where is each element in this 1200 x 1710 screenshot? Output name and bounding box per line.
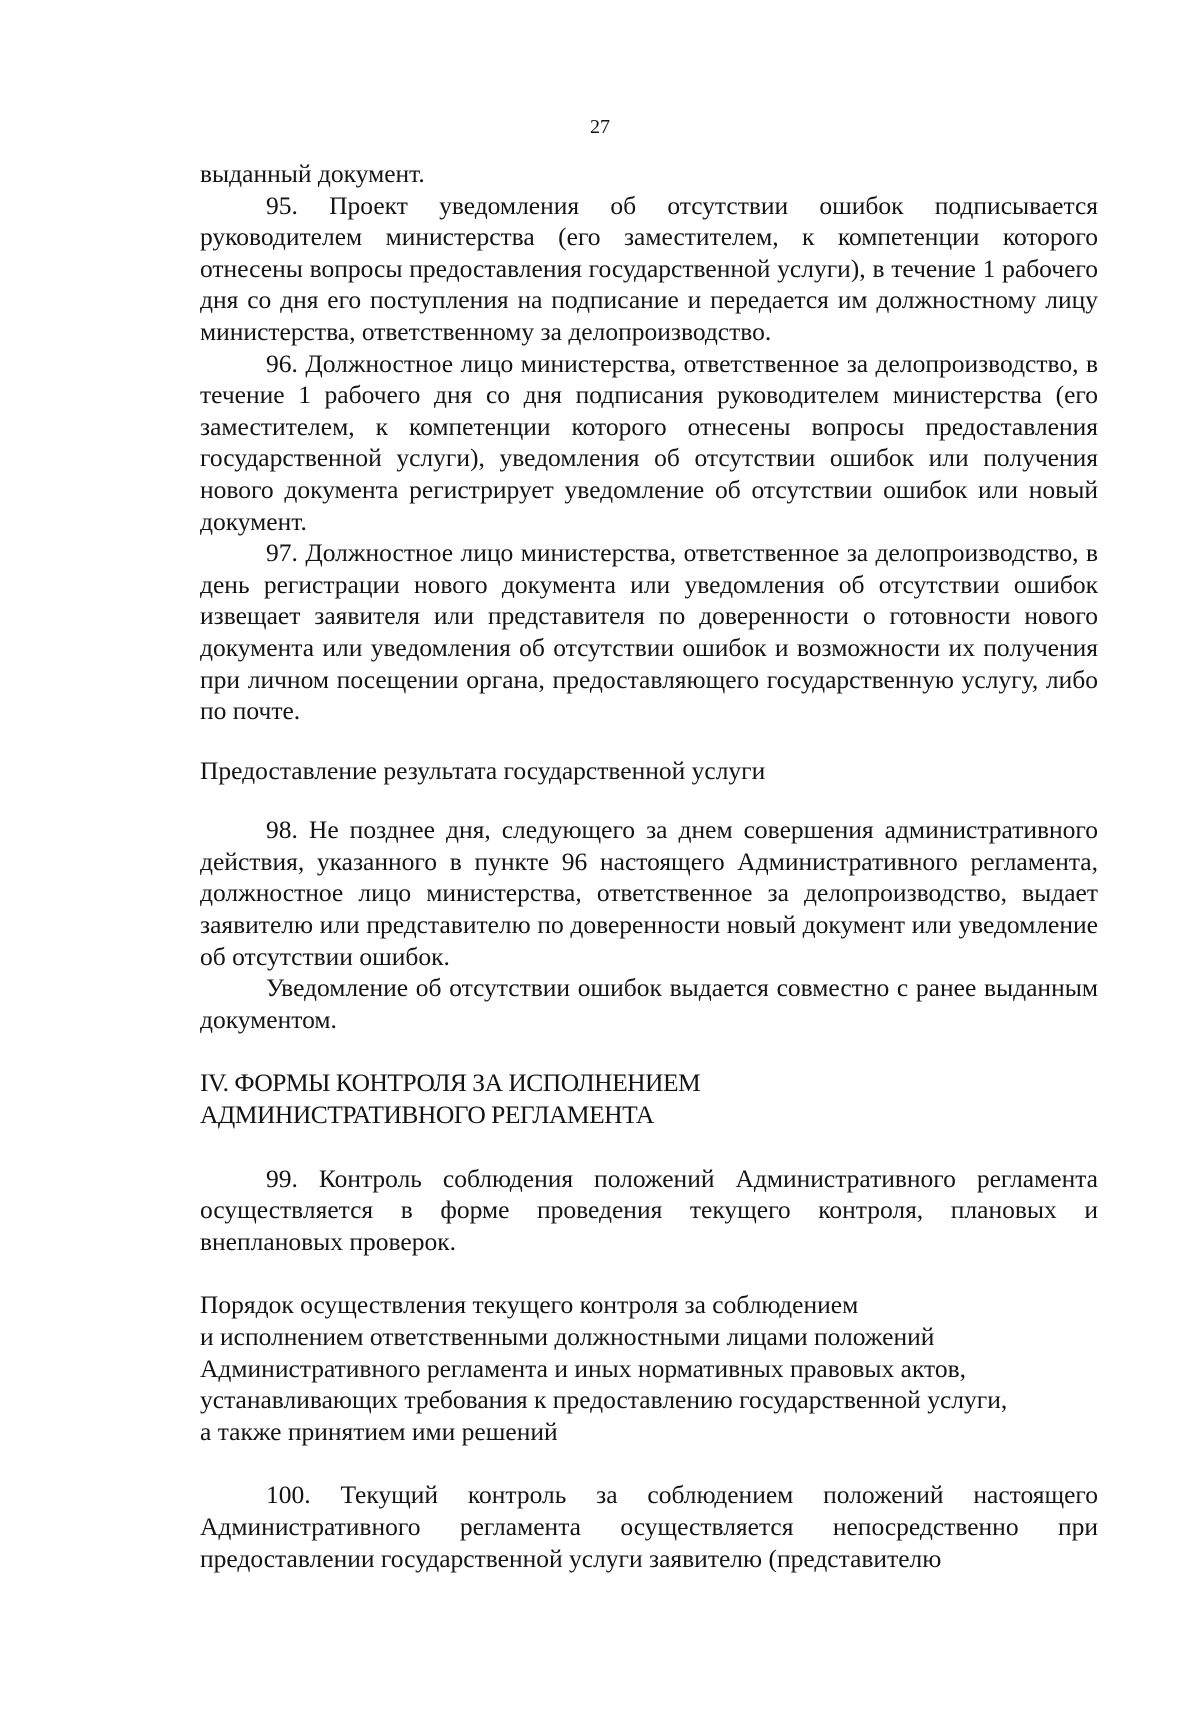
section-heading-line-2: АДМИНИСТРАТИВНОГО РЕГЛАМЕНТА [200, 1100, 654, 1130]
paragraph-96: 96. Должностное лицо министерства, ответственное за делопроизводство, в течение 1 рабочего дня со дня подписания руководителем министерства (его заместителем, к компетенции которого отнесены вопросы предоставления государственной услуги), уведомления об отсутствии ошибок или получения нового документа регистрирует уведомление об отсутствии ошибок или новый документ. [200, 348, 1098, 536]
section-heading [200, 1067, 1098, 1130]
paragraph-100: 100. Текущий контроль за соблюдением положений настоящего Административного регламента осуществляется непосредственно при предоставлении государственной услуги заявителю (представителю [200, 1480, 1098, 1573]
page-number: 27 [590, 116, 610, 138]
subheading-result: Предоставление результата государственной услуги [200, 755, 766, 785]
paragraph-99: 99. Контроль соблюдения положений Административного регламента осуществляется в форме проведения текущего контроля, плановых и внеплановых проверок. [200, 1163, 1098, 1256]
paragraph-continuation: выданный документ. [200, 159, 425, 188]
subheading-order-line-3: Административного регламента и иных нормативных правовых актов, [200, 1353, 967, 1383]
subheading-order-line-1: Порядок осуществления текущего контроля за соблюдением [200, 1290, 859, 1320]
paragraph-95: 95. Проект уведомления об отсутствии ошибок подписывается руководителем министерства (его заместителем, к компетенции которого отнесены вопросы предоставления государственной услуги), в течение 1 рабочего дня со дня его поступления на подписание и передается им должностному лицу министерства, ответственному за делопроизводство. [200, 190, 1098, 346]
subheading-order-line-5: а также принятием ими решений [200, 1416, 558, 1446]
paragraph-98: 98. Не позднее дня, следующего за днем совершения административного действия, указанного в пункте 96 настоящего Административного регламента, должностное лицо министерства, ответственное за делопроизводство, выдает заявителю или представителю по доверенности новый документ или уведомление об отсутствии ошибок. [200, 815, 1098, 971]
paragraph-98-continued: Уведомление об отсутствии ошибок выдается совместно с ранее выданным документом. [200, 973, 1098, 1034]
subheading-order [200, 1289, 1098, 1447]
paragraph-97: 97. Должностное лицо министерства, ответственное за делопроизводство, в день регистрации нового документа или уведомления об отсутствии ошибок извещает заявителя или представителя по доверенности о готовности нового документа или уведомления об отсутствии ошибок и возможности их получения при личном посещении органа, предоставляющего государственную услугу, либо по почте. [200, 538, 1098, 726]
subheading-order-line-4: устанавливающих требования к предоставлению государственной услуги, [200, 1385, 1008, 1415]
subheading-order-line-2: и исполнением ответственными должностными лицами положений [200, 1322, 935, 1351]
document-body [200, 158, 1098, 1574]
section-heading-line-1: IV. ФОРМЫ КОНТРОЛЯ ЗА ИСПОЛНЕНИЕМ [200, 1068, 701, 1098]
